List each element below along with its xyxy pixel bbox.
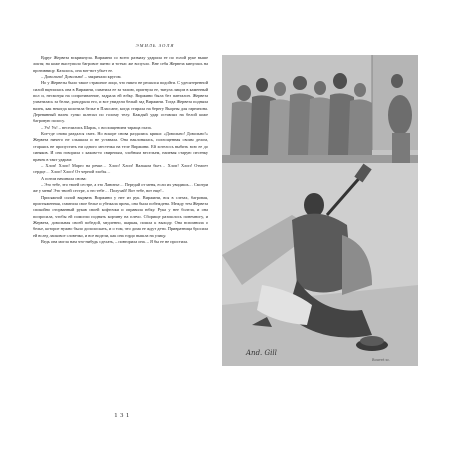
paragraph: Кое-где снова раздался смех. Но вскоре снова раздались крики: «Довольно! Довольно!» Жервеза ничего не слышала и не уставала. Она наклонялась, поглощенная своим делом, стараясь не пропустить ни одного местечка на теле Виржини. Ей хотелось выбить всю ее до синяков. И она говорила с каким-то свирепым, злобным весельем, напевая старую песенку прачек в такт ударам: <box>33 131 208 162</box>
paragraph: Но у Жервезы было такое страшное лицо, что никто не решался подойти. С удесятеренной силой вцепилась она в Виржини, схватила ее за талию, пригнула ее, ткнула лицом в каменный пол и, несмотря на сопротивление, задрала ей юбку. Виржини была без панталон. Жервеза ухватилась за белье, разодрала его, и все увидели белый зад Виржини. Тогда Жервеза подняла валек, как некогда колотила белье в Плассане, когда стирала на берегу Вьорны для гарнизона. Деревянный валек гулко шлепал по голому телу. Каждый удар оставлял на белой коже багровую полосу. <box>33 80 208 124</box>
body-text <box>33 55 208 403</box>
page-number: 1 3 1 <box>114 412 130 419</box>
engraver-mark: Bouvet sc. <box>372 358 391 362</box>
artist-signature: And. Gill <box>246 349 277 357</box>
paragraph: – Ух! Ух! – веселились Шарль, с восхищением тараща глаза. <box>41 124 152 130</box>
running-head: ЭМИЛЬ ЗОЛЯ <box>135 43 175 48</box>
paragraph: А потом начинала снова: <box>41 175 87 181</box>
engraving-illustration <box>222 55 418 366</box>
paragraph: – Это тебе, это твоей сестре, а это Ланитье… Передай от меня, если их увидишь… Смотри же у меня! Это твоей сестре, а это тебе… Получай! Вот тебе, вот еще!.. <box>33 181 208 194</box>
paragraph: Вдруг Жервеза вскрикнула. Виржини со всего размаху ударила ее по голой руке выше локтя; на коже выступило багровое пятно и тотчас же вспухло. Вне себя Жервеза кинулась на противницу. Казалось, она вот-вот убьет ее. <box>33 55 208 73</box>
paragraph: – Хлоп! Хлоп! Марго на речке… Хлоп! Хлоп! Вальком бьет… Хлоп! Хлоп! Отмоет сердце… Хлоп! Хлоп! От черной злобы… <box>33 162 208 175</box>
paragraph: Присяжной силой вырвать Виржини у нее из рук. Виржини, вся в слезах, багровая, пристыженная, схватила свое белье и убежала прочь, она была побеждена. Между тем Жервеза спокойно оторванный рукав своей кофточки и оправила юбку. Рука у нее болела, и она попросила, чтобы ей помогли поднять корзину на плечо. Сборище разошлось понемногу, и Жервеза, довольная своей победой, медленно, шаркая, пошла к выходу. Она вспомнила о белье, которое нужно было дополоскать, и о том, что дома ее ждут дети. Привратница бросила ей вслед ласковое словечко, и все видели, как она гордо вышла на улицу. <box>33 194 208 238</box>
paragraph: Ведь она могла нам что-нибудь сделать, – повторила она. – Я бы ее не простила. <box>41 238 189 244</box>
paragraph: – Довольно! Довольно! – закричали кругом. <box>41 74 122 80</box>
